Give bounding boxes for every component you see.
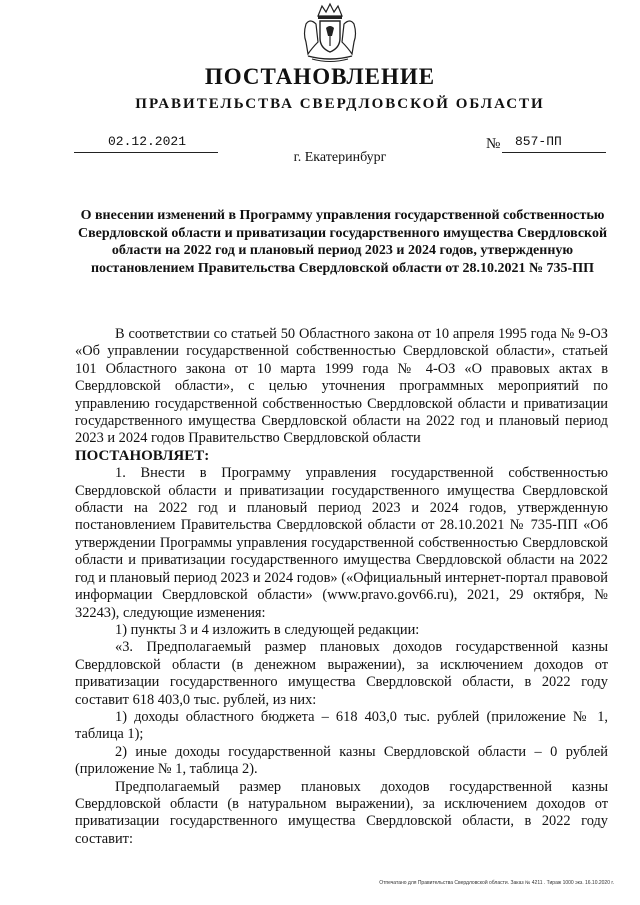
paragraph: 1) доходы областного бюджета – 618 403,0 тыс. рублей (приложение № 1, таблица 1); [75, 708, 608, 743]
paragraph: 2) иные доходы государственной казны Свердловской области – 0 рублей (приложение № 1, таблица 2). [75, 743, 608, 778]
print-footer: Отпечатано для Правительства Свердловской области. Заказ № 4211 . Тираж 1000 экз. 16.10.2020 г. [379, 880, 614, 886]
coat-of-arms-icon [300, 2, 360, 64]
paragraph: В соответствии со статьей 50 Областного закона от 10 апреля 1995 года № 9-ОЗ «Об управлении государственной собственностью Свердловской области», статьей 101 Областного закона от 10 марта 1999 года № 4-ОЗ «О правовых актах в Свердловской области», с целью уточнения программных мероприятий по управлению государственной собственностью Свердловской области и приватизации государственного имущества Свердловской области на 2022 год и плановый период 2023 и 2024 годов Правительство Свердловской области [75, 326, 608, 447]
document-title: ПОСТАНОВЛЕНИЕ [204, 64, 436, 89]
document-heading: О внесении изменений в Программу управления государственной собственностью Свердловской области и приватизации государственного имущества Свердловской области на 2022 год и плановый период 2023 и 2024 годов, утвержденную постановлением Правительства Свердловской области от 28.10.2021 № 735-ПП [77, 208, 608, 276]
paragraph: Предполагаемый размер плановых доходов государственной казны Свердловской области (в натуральном выражении), за исключением доходов от приватизации государственного имущества Свердловской области, в 2022 году составит: [75, 778, 608, 847]
document-date: 02.12.2021 [108, 134, 187, 149]
paragraph: 1. Внести в Программу управления государственной собственностью Свердловской области и приватизации государственного имущества Свердловской области на 2022 год и плановый период 2023 и 2024 годов, утвержденную постановлением Правительства Свердловской области от 28.10.2021 № 735-ПП «Об утверждении Программы управления государственной собственностью Свердловской области и приватизации государственного имущества Свердловской области на 2022 год и плановый период 2023 и 2024 годов» («Официальный интернет-портал правовой информации Свердловской области» (www.pravo.gov66.ru), 2021, 29 октября, № 32243), следующие изменения: [75, 465, 608, 621]
document-subtitle: ПРАВИТЕЛЬСТВА СВЕРДЛОВСКОЙ ОБЛАСТИ [135, 96, 545, 112]
document-city: г. Екатеринбург [293, 150, 387, 165]
document-body [75, 326, 608, 848]
document-number: 857-ПП [515, 134, 562, 149]
number-sign: № [486, 136, 501, 152]
paragraph: 1) пункты 3 и 4 изложить в следующей редакции: [115, 621, 420, 638]
resolution-keyword: ПОСТАНОВЛЯЕТ: [75, 447, 210, 464]
paragraph: «3. Предполагаемый размер плановых доходов государственной казны Свердловской области (в денежном выражении), за исключением доходов от приватизации государственного имущества Свердловской области, в 2022 году составит 618 403,0 тыс. рублей, из них: [75, 639, 608, 708]
